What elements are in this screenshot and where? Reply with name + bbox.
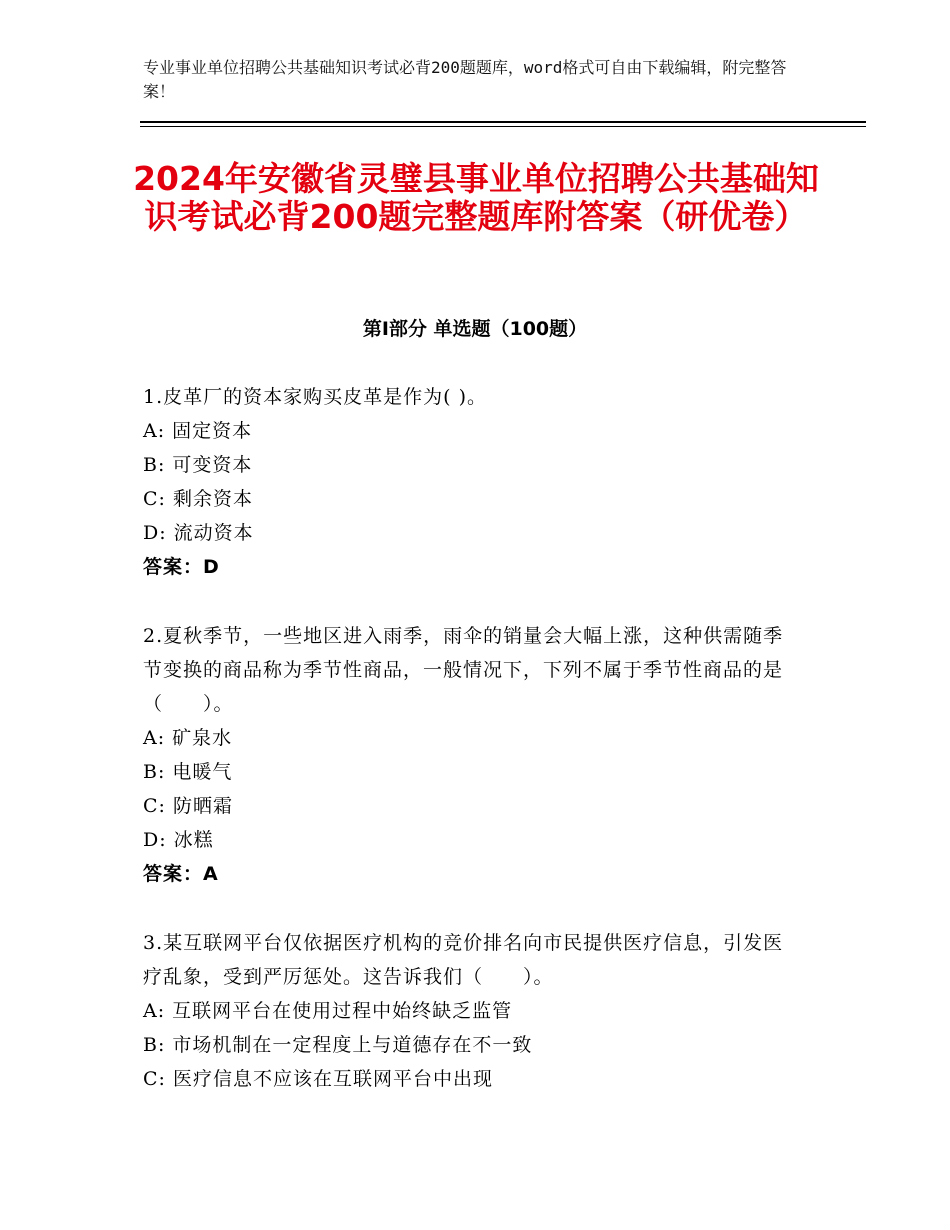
document-title: 2024年安徽省灵璧县事业单位招聘公共基础知识考试必背200题完整题库附答案（研优卷） (133, 159, 819, 236)
header-divider-thick (140, 121, 866, 123)
question-2 (143, 619, 798, 891)
question-3 (143, 926, 798, 1096)
option-a: A: 矿泉水 (143, 727, 233, 749)
question-stem: 3.某互联网平台仅依据医疗机构的竞价排名向市民提供医疗信息，引发医疗乱象，受到严厉惩处。这告诉我们（ ）。 (143, 932, 784, 988)
question-1 (143, 380, 798, 584)
header-divider-thin (140, 126, 866, 127)
document-header-note: 专业事业单位招聘公共基础知识考试必背200题题库，word格式可自由下载编辑，附完整答案！ (143, 58, 787, 101)
option-b: B: 电暖气 (143, 761, 233, 783)
answer-line: 答案：A (143, 863, 219, 885)
answer-line: 答案：D (143, 556, 220, 578)
option-b: B: 可变资本 (143, 454, 253, 476)
question-stem: 2.夏秋季节，一些地区进入雨季，雨伞的销量会大幅上涨，这种供需随季节变换的商品称为季节性商品，一般情况下，下列不属于季节性商品的是（ ）。 (143, 625, 784, 715)
option-a: A: 互联网平台在使用过程中始终缺乏监管 (143, 1000, 513, 1022)
section-heading: 第I部分 单选题（100题） (362, 318, 588, 340)
option-c: C: 医疗信息不应该在互联网平台中出现 (143, 1068, 493, 1090)
option-a: A: 固定资本 (143, 420, 253, 442)
option-d: D: 流动资本 (143, 522, 254, 544)
option-b: B: 市场机制在一定程度上与道德存在不一致 (143, 1034, 533, 1056)
option-c: C: 防晒霜 (143, 795, 233, 817)
option-d: D: 冰糕 (143, 829, 214, 851)
question-stem: 1.皮革厂的资本家购买皮革是作为( )。 (143, 386, 487, 408)
option-c: C: 剩余资本 (143, 488, 253, 510)
